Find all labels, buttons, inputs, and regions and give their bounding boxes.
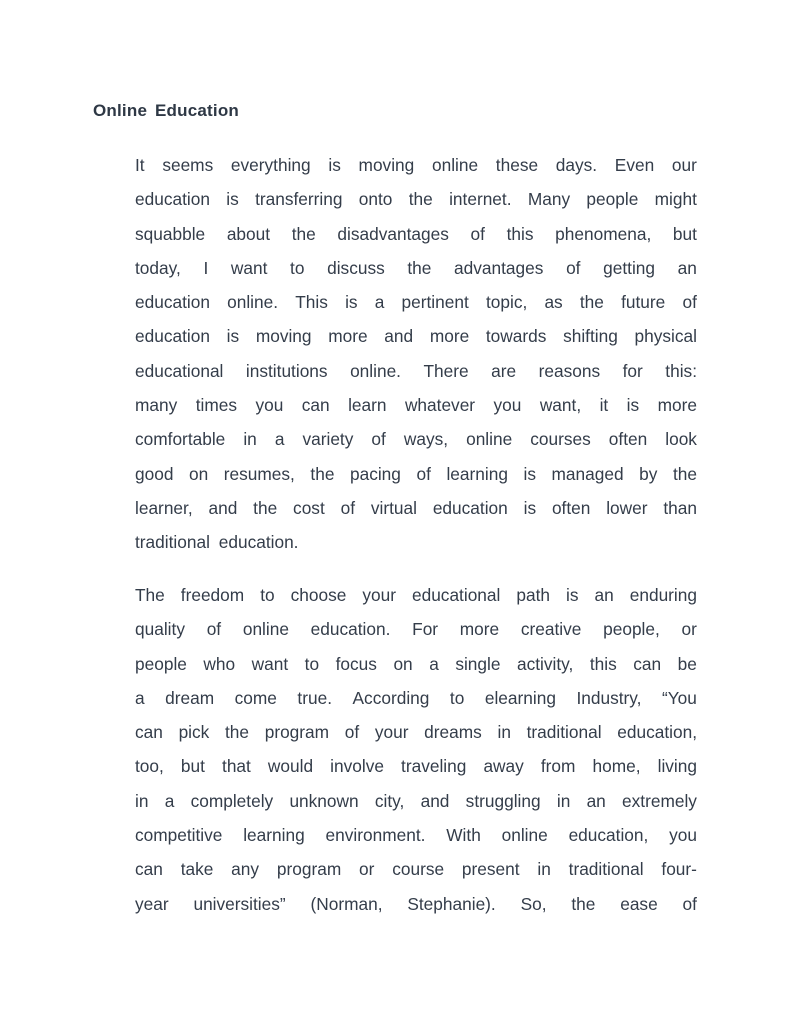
text-line: can take any program or course present in traditional four- (135, 859, 697, 880)
text-line: squabble about the disadvantages of this phenomena, but (135, 223, 697, 244)
text-line: year universities” (Norman, Stephanie). So, the ease of (135, 893, 697, 914)
document-title: Online Education (93, 101, 239, 120)
text-line: too, but that would involve traveling away from home, living (135, 756, 697, 777)
text-line: education is transferring onto the internet. Many people might (135, 189, 697, 210)
text-line: good on resumes, the pacing of learning is managed by the (135, 463, 697, 484)
text-line: people who want to focus on a single activity, this can be (135, 653, 697, 674)
text-line: educational institutions online. There are reasons for this: (135, 360, 697, 381)
text-line: comfortable in a variety of ways, online courses often look (135, 429, 697, 450)
text-line: It seems everything is moving online these days. Even our (135, 155, 697, 175)
text-line: can pick the program of your dreams in traditional education, (135, 722, 697, 743)
text-line: competitive learning environment. With online education, you (135, 825, 697, 846)
text-line: learner, and the cost of virtual education is often lower than (135, 497, 697, 518)
text-line: The freedom to choose your educational path is an enduring (135, 585, 697, 605)
paragraph-1 (135, 148, 697, 560)
text-line: a dream come true. According to elearning Industry, “You (135, 687, 697, 708)
text-line: in a completely unknown city, and struggling in an extremely (135, 790, 697, 811)
text-line: education is moving more and more towards shifting physical (135, 326, 697, 347)
text-line: many times you can learn whatever you want, it is more (135, 395, 697, 416)
text-line: traditional education. (135, 532, 299, 553)
text-line: today, I want to discuss the advantages of getting an (135, 257, 697, 278)
text-line: quality of online education. For more creative people, or (135, 619, 697, 640)
text-line: education online. This is a pertinent topic, as the future of (135, 292, 697, 313)
paragraph-2 (135, 578, 697, 921)
